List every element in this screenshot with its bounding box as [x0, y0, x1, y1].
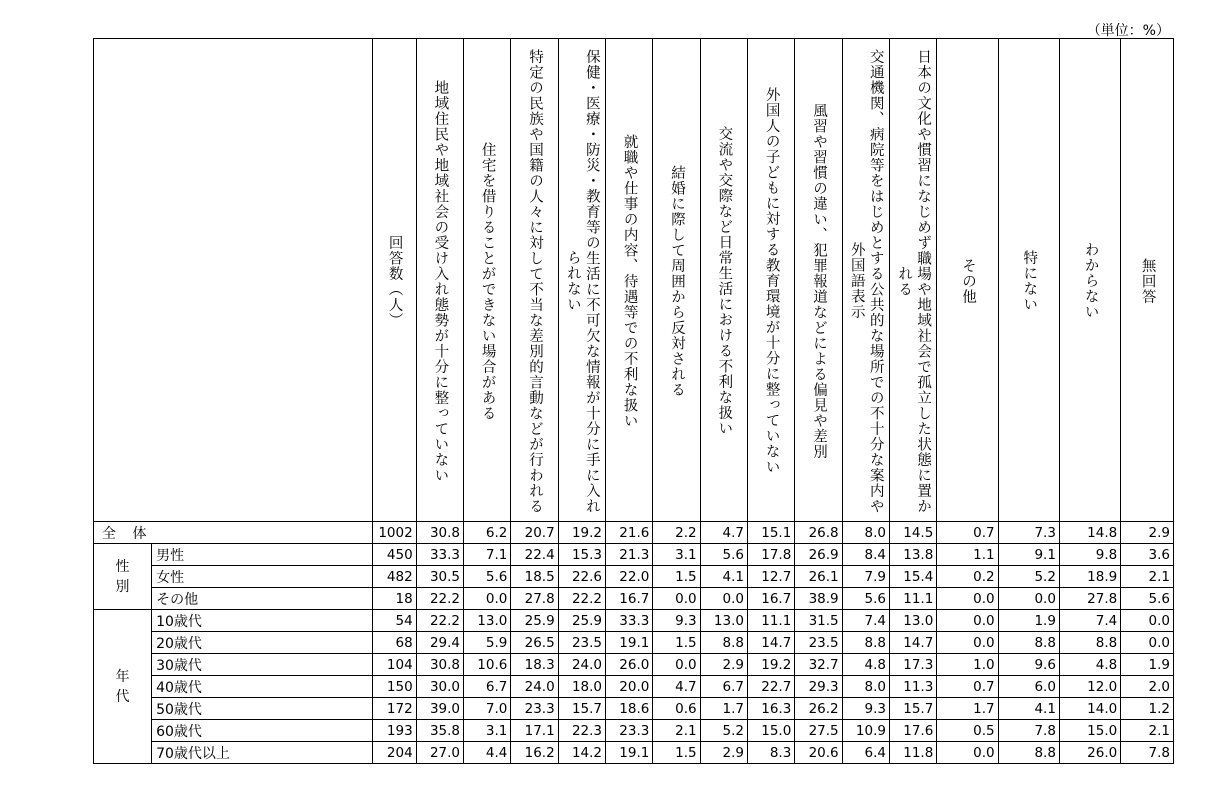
table-cell: 4.4: [464, 742, 511, 764]
column-header: [998, 39, 1059, 522]
table-cell: 5.2: [700, 720, 747, 742]
table-cell: 3.6: [1121, 544, 1174, 566]
row-label: 60歳代: [152, 720, 373, 742]
table-cell: 16.7: [606, 588, 653, 610]
table-cell: 0.5: [937, 720, 998, 742]
table-cell: 25.9: [511, 610, 558, 632]
table-cell: 25.9: [558, 610, 605, 632]
table-cell: 7.1: [464, 544, 511, 566]
table-cell: 12.0: [1059, 676, 1120, 698]
table-cell: 5.6: [464, 566, 511, 588]
column-header: [937, 39, 998, 522]
column-header: [889, 39, 936, 522]
table-cell: 12.7: [747, 566, 794, 588]
table-cell: 0.0: [653, 654, 700, 676]
table-cell: 8.8: [998, 742, 1059, 764]
table-cell: 27.5: [795, 720, 842, 742]
column-header-label: 特にない: [1021, 250, 1038, 312]
table-cell: 15.7: [558, 698, 605, 720]
table-cell: 11.1: [889, 588, 936, 610]
table-cell: 18.6: [606, 698, 653, 720]
table-cell: 1.9: [1121, 654, 1174, 676]
table-cell: 10.9: [842, 720, 889, 742]
table-cell: 15.0: [747, 720, 794, 742]
unit-label: （単位：%）: [1086, 23, 1170, 39]
table-cell: 20.6: [795, 742, 842, 764]
table-cell: 0.7: [937, 676, 998, 698]
table-cell: 15.7: [889, 698, 936, 720]
table-cell: 31.5: [795, 610, 842, 632]
table-cell: 24.0: [511, 676, 558, 698]
table-cell: 0.0: [464, 588, 511, 610]
table-cell: 68: [372, 632, 416, 654]
table-cell: 19.1: [606, 742, 653, 764]
table-cell: 0.0: [937, 742, 998, 764]
table-cell: 13.0: [889, 610, 936, 632]
table-cell: 17.8: [747, 544, 794, 566]
table-cell: 150: [372, 676, 416, 698]
table-cell: 5.9: [464, 632, 511, 654]
table-cell: 19.1: [606, 632, 653, 654]
table-cell: 16.2: [511, 742, 558, 764]
table-cell: 8.8: [842, 632, 889, 654]
table-cell: 2.9: [700, 654, 747, 676]
table-cell: 8.0: [842, 522, 889, 544]
table-cell: 16.7: [747, 588, 794, 610]
column-header: [511, 39, 558, 522]
table-cell: 26.1: [795, 566, 842, 588]
table-cell: 30.5: [416, 566, 463, 588]
column-header: [606, 39, 653, 522]
table-cell: 18: [372, 588, 416, 610]
table-cell: 6.7: [464, 676, 511, 698]
row-label: 男性: [152, 544, 373, 566]
column-header-label: 地域住民や地域社会の受け入れ態勢が十分に整っていない: [432, 79, 449, 483]
table-cell: 1002: [372, 522, 416, 544]
table-cell: 1.7: [700, 698, 747, 720]
table-cell: 7.4: [842, 610, 889, 632]
table-cell: 1.5: [653, 632, 700, 654]
table-cell: 26.2: [795, 698, 842, 720]
table-cell: 6.7: [700, 676, 747, 698]
table-row: [94, 544, 1174, 566]
table-cell: 6.4: [842, 742, 889, 764]
header-row: [94, 39, 1174, 522]
table-cell: 23.5: [795, 632, 842, 654]
table-cell: 7.9: [842, 566, 889, 588]
table-row: [94, 588, 1174, 610]
table-cell: 10.6: [464, 654, 511, 676]
table-cell: 104: [372, 654, 416, 676]
table-cell: 9.6: [998, 654, 1059, 676]
table-cell: 29.3: [795, 676, 842, 698]
table-cell: 9.3: [653, 610, 700, 632]
table-cell: 24.0: [558, 654, 605, 676]
table-cell: 38.9: [795, 588, 842, 610]
table-cell: 8.3: [747, 742, 794, 764]
table-cell: 0.2: [937, 566, 998, 588]
table-cell: 21.3: [606, 544, 653, 566]
table-cell: 18.0: [558, 676, 605, 698]
table-cell: 5.2: [998, 566, 1059, 588]
column-header-label: その他: [959, 257, 976, 305]
column-header-label: 回答数（人）: [386, 234, 403, 328]
table-cell: 23.3: [511, 698, 558, 720]
header-corner: [94, 39, 373, 522]
table-cell: 18.3: [511, 654, 558, 676]
table-cell: 30.0: [416, 676, 463, 698]
table-cell: 0.7: [937, 522, 998, 544]
table-cell: 2.0: [1121, 676, 1174, 698]
column-header-label: わからない: [1082, 242, 1099, 320]
table-cell: 4.7: [653, 676, 700, 698]
column-header: [653, 39, 700, 522]
table-cell: 5.6: [842, 588, 889, 610]
table-cell: 4.1: [998, 698, 1059, 720]
table-cell: 22.4: [511, 544, 558, 566]
column-header-label: 結婚に際して周囲から反対される: [668, 164, 685, 398]
table-cell: 39.0: [416, 698, 463, 720]
table-cell: 23.3: [606, 720, 653, 742]
table-body: [94, 522, 1174, 764]
column-header-label: 特定の民族や国籍の人々に対して不当な差別的言動などが行われる: [527, 48, 543, 514]
table-cell: 26.9: [795, 544, 842, 566]
table-cell: 15.4: [889, 566, 936, 588]
table-cell: 0.0: [1121, 610, 1174, 632]
column-header-label: 日本の文化や慣習になじめず職場や地域社会で孤立した状態に置かれる: [896, 48, 932, 514]
table-cell: 193: [372, 720, 416, 742]
row-label: その他: [152, 588, 373, 610]
column-header: [416, 39, 463, 522]
table-cell: 7.8: [1121, 742, 1174, 764]
table-cell: 26.8: [795, 522, 842, 544]
row-label: 40歳代: [152, 676, 373, 698]
table-cell: 3.1: [464, 720, 511, 742]
table-cell: 7.8: [998, 720, 1059, 742]
table-cell: 4.7: [700, 522, 747, 544]
table-cell: 2.9: [1121, 522, 1174, 544]
table-cell: 27.8: [511, 588, 558, 610]
table-row-total: [94, 522, 1174, 544]
table-cell: 23.5: [558, 632, 605, 654]
column-header: [1121, 39, 1174, 522]
table-cell: 30.8: [416, 522, 463, 544]
table-cell: 19.2: [747, 654, 794, 676]
table-cell: 1.9: [998, 610, 1059, 632]
table-cell: 8.0: [842, 676, 889, 698]
column-header-label: 交通機関、病院等をはじめとする公共的な場所での不十分な案内や外国語表示: [848, 48, 884, 514]
table-cell: 1.2: [1121, 698, 1174, 720]
table-cell: 2.1: [1121, 566, 1174, 588]
table-cell: 29.4: [416, 632, 463, 654]
table-cell: 2.1: [1121, 720, 1174, 742]
table-cell: 7.4: [1059, 610, 1120, 632]
table-cell: 17.3: [889, 654, 936, 676]
table-cell: 54: [372, 610, 416, 632]
table-cell: 33.3: [416, 544, 463, 566]
table-cell: 14.5: [889, 522, 936, 544]
row-label: 10歳代: [152, 610, 373, 632]
table-cell: 19.2: [558, 522, 605, 544]
column-header-label: 住宅を借りることができない場合がある: [479, 141, 496, 421]
table-cell: 5.6: [1121, 588, 1174, 610]
table-cell: 1.7: [937, 698, 998, 720]
table-cell: 30.8: [416, 654, 463, 676]
table-cell: 482: [372, 566, 416, 588]
table-row: [94, 632, 1174, 654]
table-row: [94, 676, 1174, 698]
table-cell: 21.6: [606, 522, 653, 544]
table-cell: 15.1: [747, 522, 794, 544]
table-cell: 3.1: [653, 544, 700, 566]
table-cell: 8.4: [842, 544, 889, 566]
table-cell: 20.0: [606, 676, 653, 698]
row-label: 50歳代: [152, 698, 373, 720]
table-cell: 4.1: [700, 566, 747, 588]
table-cell: 22.2: [558, 588, 605, 610]
table-cell: 22.2: [416, 588, 463, 610]
table-cell: 26.5: [511, 632, 558, 654]
table-cell: 33.3: [606, 610, 653, 632]
table-cell: 17.6: [889, 720, 936, 742]
table-cell: 22.2: [416, 610, 463, 632]
table-cell: 0.0: [937, 632, 998, 654]
survey-table: [93, 38, 1174, 764]
table-cell: 18.5: [511, 566, 558, 588]
table-cell: 15.3: [558, 544, 605, 566]
column-header-label: 交流や交際など日常生活における不利な扱い: [716, 126, 733, 436]
table-cell: 7.3: [998, 522, 1059, 544]
row-label: 女性: [152, 566, 373, 588]
column-header: [372, 39, 416, 522]
table-cell: 14.7: [889, 632, 936, 654]
table-cell: 11.3: [889, 676, 936, 698]
table-cell: 13.0: [700, 610, 747, 632]
table-cell: 27.8: [1059, 588, 1120, 610]
table-cell: 22.0: [606, 566, 653, 588]
table-cell: 0.0: [998, 588, 1059, 610]
table-cell: 20.7: [511, 522, 558, 544]
table-cell: 27.0: [416, 742, 463, 764]
table-cell: 13.0: [464, 610, 511, 632]
table-cell: 14.8: [1059, 522, 1120, 544]
table-cell: 0.0: [700, 588, 747, 610]
row-label: 70歳代以上: [152, 742, 373, 764]
table-cell: 450: [372, 544, 416, 566]
table-cell: 22.3: [558, 720, 605, 742]
table-cell: 26.0: [606, 654, 653, 676]
table-cell: 9.8: [1059, 544, 1120, 566]
column-header: [842, 39, 889, 522]
table-cell: 14.7: [747, 632, 794, 654]
table-cell: 9.3: [842, 698, 889, 720]
table-cell: 6.0: [998, 676, 1059, 698]
group-label: 年 代: [94, 610, 152, 764]
table-cell: 0.0: [937, 588, 998, 610]
column-header: [464, 39, 511, 522]
column-header: [795, 39, 842, 522]
table-row: [94, 654, 1174, 676]
table-cell: 2.1: [653, 720, 700, 742]
table-cell: 1.0: [937, 654, 998, 676]
table-cell: 1.5: [653, 566, 700, 588]
table-row: [94, 610, 1174, 632]
column-header-label: 就職や仕事の内容、待遇等での不利な扱い: [621, 133, 638, 429]
column-header-label: 保健・医療・防災・教育等の生活に不可欠な情報が十分に手に入れられない: [564, 48, 600, 514]
group-label: 性 別: [94, 544, 152, 610]
table-row: [94, 698, 1174, 720]
table-cell: 22.7: [747, 676, 794, 698]
table-row: [94, 566, 1174, 588]
table-cell: 32.7: [795, 654, 842, 676]
table-cell: 5.6: [700, 544, 747, 566]
table-cell: 14.2: [558, 742, 605, 764]
table-cell: 7.0: [464, 698, 511, 720]
table-cell: 11.8: [889, 742, 936, 764]
row-label: 20歳代: [152, 632, 373, 654]
table-cell: 9.1: [998, 544, 1059, 566]
table-cell: 204: [372, 742, 416, 764]
column-header: [747, 39, 794, 522]
column-header-label: 無回答: [1139, 257, 1156, 305]
table-cell: 35.8: [416, 720, 463, 742]
table-cell: 0.0: [653, 588, 700, 610]
table-cell: 26.0: [1059, 742, 1120, 764]
table-cell: 16.3: [747, 698, 794, 720]
table-cell: 1.5: [653, 742, 700, 764]
total-label: 全 体: [94, 522, 373, 544]
table-cell: 4.8: [1059, 654, 1120, 676]
table-cell: 0.0: [1121, 632, 1174, 654]
table-row: [94, 720, 1174, 742]
table-cell: 14.0: [1059, 698, 1120, 720]
table-cell: 11.1: [747, 610, 794, 632]
table-cell: 18.9: [1059, 566, 1120, 588]
table-cell: 17.1: [511, 720, 558, 742]
table-cell: 8.8: [1059, 632, 1120, 654]
table-cell: 2.9: [700, 742, 747, 764]
table-cell: 2.2: [653, 522, 700, 544]
column-header-label: 外国人の子どもに対する教育環境が十分に整っていない: [763, 87, 780, 475]
table-cell: 1.1: [937, 544, 998, 566]
table-cell: 15.0: [1059, 720, 1120, 742]
table-cell: 8.8: [700, 632, 747, 654]
table-cell: 13.8: [889, 544, 936, 566]
column-header: [700, 39, 747, 522]
column-header-label: 風習や習慣の違い、犯罪報道などによる偏見や差別: [810, 102, 827, 460]
column-header: [1059, 39, 1120, 522]
table-cell: 22.6: [558, 566, 605, 588]
table-cell: 6.2: [464, 522, 511, 544]
table-row: [94, 742, 1174, 764]
table-cell: 4.8: [842, 654, 889, 676]
table-cell: 172: [372, 698, 416, 720]
table-cell: 0.6: [653, 698, 700, 720]
table-cell: 8.8: [998, 632, 1059, 654]
table-cell: 0.0: [937, 610, 998, 632]
column-header: [558, 39, 605, 522]
row-label: 30歳代: [152, 654, 373, 676]
